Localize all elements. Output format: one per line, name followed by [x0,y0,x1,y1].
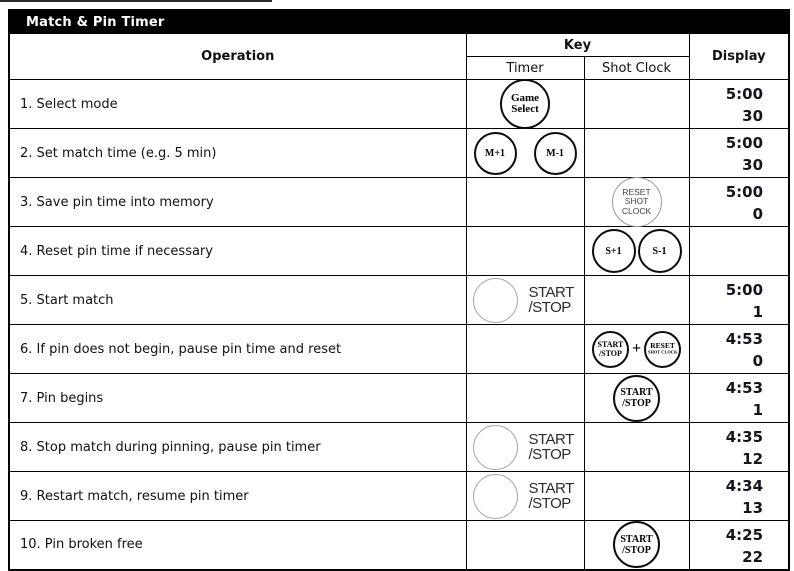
display-cell [689,80,789,129]
match-pin-timer-table [8,9,790,571]
key-wrapper [467,276,584,324]
display-line1: 4:25 [725,526,764,544]
key-wrapper [467,129,584,177]
display-line2: 30 [742,107,764,125]
shot-clock-key-cell [584,276,689,325]
display-cell [689,178,789,227]
key-text: /STOP [528,495,571,512]
key-text: Select [511,103,539,115]
shot-clock-key-cell [584,423,689,472]
key-wrapper [585,325,689,373]
display-line2: 1 [752,303,764,321]
start-stop-key [592,331,629,368]
game-select-key [500,79,550,129]
s-minus-1-key [638,229,682,273]
plus-sign: + [631,340,642,357]
key-text: SHOT CLOCK [647,349,678,355]
display-cell [689,276,789,325]
operation-cell: 2. Set match time (e.g. 5 min) [9,129,466,178]
timer-key-cell [466,374,584,423]
timer-key-cell [466,423,584,472]
table-title: Match & Pin Timer [26,14,165,30]
operation-cell: 9. Restart match, resume pin timer [9,472,466,521]
reset-shot-clock-key [612,177,662,227]
display-line2: 12 [742,450,764,468]
key-wrapper [467,472,584,520]
display-line1: 5:00 [725,183,764,201]
display-line2: 30 [742,156,764,174]
start-stop-key [473,474,518,519]
start-stop-label [529,432,574,462]
display-line2: 0 [752,352,764,370]
key-text: M+1 [484,147,506,159]
key-text: START [620,387,653,398]
key-text: START [528,431,574,448]
table-row [9,325,789,374]
table-title-bar [9,10,789,34]
table-row [9,423,789,472]
start-stop-key [613,521,660,568]
column-header-operation: Operation [9,34,466,80]
key-wrapper [585,374,689,422]
display-line1: 4:35 [725,428,764,446]
start-stop-key [473,278,518,323]
shot-clock-key-cell [584,374,689,423]
operation-cell: 1. Select mode [9,80,466,129]
display-line1: 4:34 [725,477,764,495]
column-header-display: Display [689,34,789,80]
key-text: /STOP [622,398,651,409]
shot-clock-key-cell [584,178,689,227]
m-minus-1-key [534,132,577,175]
table-row [9,472,789,521]
operation-cell: 7. Pin begins [9,374,466,423]
key-text: /STOP [598,349,622,358]
start-stop-label [529,481,574,511]
key-wrapper [467,80,584,128]
shot-clock-key-cell [584,227,689,276]
table-row [9,129,789,178]
key-wrapper [585,227,689,275]
reset-shot-clock-key [644,331,681,368]
display-line1: 5:00 [725,281,764,299]
display-line2: 1 [752,401,764,419]
key-text: CLOCK [621,205,652,216]
timer-key-cell [466,472,584,521]
operation-cell: 5. Start match [9,276,466,325]
timer-key-cell [466,325,584,374]
key-wrapper [467,423,584,471]
shot-clock-key-cell [584,325,689,374]
timer-key-cell [466,129,584,178]
screenshot-edge-artifact [0,0,272,2]
start-stop-key [473,425,518,470]
key-text: START [528,480,574,497]
table-row [9,374,789,423]
column-header-timer: Timer [466,57,584,80]
display-line2: 22 [742,548,764,566]
display-cell [689,227,789,276]
timer-key-cell [466,521,584,570]
column-header-key: Key [466,34,689,57]
display-cell [689,472,789,521]
table-row [9,80,789,129]
display-cell [689,423,789,472]
key-wrapper [585,178,689,226]
key-text: START [528,284,574,301]
key-text: S+1 [605,245,622,257]
timer-key-cell [466,80,584,129]
key-text: S-1 [652,245,667,257]
shot-clock-key-cell [584,80,689,129]
timer-key-cell [466,276,584,325]
display-line2: 13 [742,499,764,517]
key-text: START [597,340,624,349]
timer-key-cell [466,227,584,276]
key-text: /STOP [622,544,651,556]
display-cell [689,325,789,374]
operation-cell: 6. If pin does not begin, pause pin time and reset [9,325,466,374]
key-text: /STOP [528,446,571,463]
table-row [9,276,789,325]
key-text: RESET [622,186,651,197]
key-text: SHOT [624,196,649,207]
table-row [9,521,789,570]
display-line1: 4:53 [725,330,764,348]
operation-cell: 8. Stop match during pinning, pause pin timer [9,423,466,472]
key-wrapper [585,521,689,569]
display-cell [689,521,789,570]
operation-cell: 3. Save pin time into memory [9,178,466,227]
table-row [9,227,789,276]
column-header-shot-clock: Shot Clock [584,57,689,80]
s-plus-1-key [592,229,636,273]
start-stop-label [529,285,574,315]
shot-clock-key-cell [584,129,689,178]
display-line1: 5:00 [725,85,764,103]
key-text: M-1 [546,147,564,159]
key-text: RESET [650,341,675,350]
display-line1: 5:00 [725,134,764,152]
shot-clock-key-cell [584,472,689,521]
key-text: Game [510,91,540,104]
m-plus-1-key [474,132,517,175]
key-text: /STOP [528,299,571,316]
table-row [9,178,789,227]
display-line1: 4:53 [725,379,764,397]
display-line2: 0 [752,205,764,223]
shot-clock-key-cell [584,521,689,570]
start-stop-key [613,375,660,422]
display-cell [689,374,789,423]
key-text: START [620,533,653,545]
operation-cell: 4. Reset pin time if necessary [9,227,466,276]
operation-cell: 10. Pin broken free [9,521,466,570]
timer-key-cell [466,178,584,227]
display-cell [689,129,789,178]
